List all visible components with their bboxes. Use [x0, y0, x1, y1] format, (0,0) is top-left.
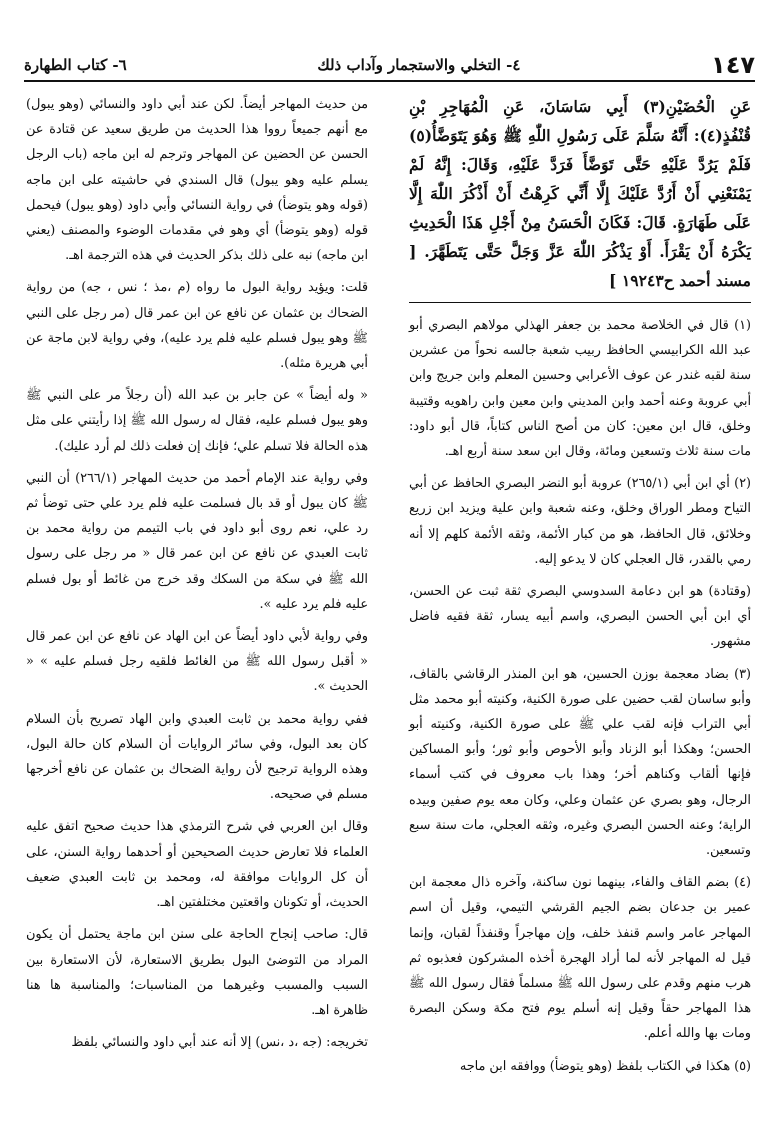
commentary-paragraph: وفي رواية لأبي داود أيضاً عن ابن الهاد عن نافع عن ابن عمر قال « أقبل رسول الله ﷺ من الغائط فلقيه رجل فسلم عليه » « الحديث ».: [26, 629, 368, 695]
left-column: [26, 92, 368, 1062]
commentary-paragraph: ففي رواية محمد بن ثابت العبدي وابن الهاد تصريح بأن السلام كان بعد البول، وفي سائر الروايات أن السلام كان حالة البول، وهذه الرواية ترجيح لأن رواية الضحاك بن عثمان عن نافع أخرجها مسلم في صحيحه.: [26, 711, 368, 803]
commentary-paragraph: قلت: ويؤيد رواية البول ما رواه (م ،مذ ؛ نس ، جه) من رواية الضحاك بن عثمان عن نافع عن ابن عمر قال (مر رجل على النبي ﷺ وهو يبول فسلم عليه فلم يرد عليه)، وفي رواية لابن ماجة عن أبي هريرة مثله).: [26, 280, 368, 372]
footnote: (٤) بضم القاف والفاء، بينهما نون ساكنة، وآخره ذال معجمة ابن عمير بن جدعان بضم الجيم القرشي التيمي، وقيل أن اسم المهاجر عامر واسم قنفذ خلف، وإن مهاجراً وقنفذاً لقبان، وإنما قيل له المهاجر لأنه لما أراد الهجرة أخذه المشركون فعذبوه ثم هرب منهم وقدم على رسول الله ﷺ مسلماً فقال رسول الله ﷺ هذا المهاجر حقاً وقيل إنه أسلم يوم فتح مكة وسكن البصرة ومات بها والله أعلم.: [409, 875, 751, 1042]
right-column: [409, 92, 751, 1086]
commentary-paragraph: قال: صاحب إنجاح الحاجة على سنن ابن ماجة يحتمل أن يكون المراد من التوضئ البول بطريق الاستعارة، لأن الاستعارة بين السبب والمسبب وغيرهما من المناسبات؛ والمناسبة ها هنا ظاهرة اهـ.: [26, 927, 368, 1018]
footnote: (وقتادة) هو ابن دعامة السدوسي البصري ثقة ثبت عن الحسن، أي ابن أبي الحسن البصري، واسم أبيه يسار، ثقة فقيه فاضل مشهور.: [409, 584, 751, 650]
commentary-paragraph: وفي رواية عند الإمام أحمد من حديث المهاجر (٢٦٦/١) أن النبي ﷺ كان يبول أو قد بال فسلمت عليه فلم يرد علي حتى توضأ ثم رد علي، نعم روى أبو داود في باب التيمم من رواية محمد بن ثابت العبدي عن نافع عن ابن عمر قال « مر رجل على رسول الله ﷺ في سكة من السكك وقد خرج من غائط أو بول فسلم عليه فلم يرد عليه ».: [26, 470, 368, 612]
commentary-paragraph: « وله أيضاً » عن جابر بن عبد الله (أن رجلاً مر على النبي ﷺ وهو يبول فسلم عليه، فقال له رسول الله ﷺ إذا رأيتني على مثل هذه الحالة فلا تسلم علي؛ فإنك إن فعلت ذلك لم أرد عليك).: [26, 388, 368, 454]
hadith-text: عَنِ الْحُضَيْنِ(٣) أَبِي سَاسَانَ، عَنِ الْمُهَاجِرِ بْنِ قُنْفُذٍ(٤): أَنَّهُ سَلَّمَ عَلَى رَسُولِ اللّٰهِ ﷺ وَهُوَ يَتَوَضَّأُ(٥) فَلَمْ يَرُدَّ عَلَيْهِ حَتَّى تَوَضَّأَ فَرَدَّ عَلَيْهِ، وَقَالَ: إِنَّهُ لَمْ يَمْنَعْنِي أَنْ أَرُدَّ عَلَيْكَ إِلَّا أَنِّي كَرِهْتُ أَنْ أَذْكُرَ اللّٰهَ إِلَّا عَلَى طَهَارَةٍ. قَالَ: فَكَانَ الْحَسَنُ مِنْ أَجْلِ هَذَا الْحَدِيثِ يَكْرَهُ أَنْ يَقْرَأَ. أَوْ يَذْكُرَ اللّٰهَ عَزَّ وَجَلَّ حَتَّى يَتَطَهَّرَ. [ مسند أحمد ح١٩٢٤٣ ]: [409, 97, 752, 290]
book-title: ٦- كتاب الطهارة: [24, 56, 127, 74]
commentary-paragraph: من حديث المهاجر أيضاً. لكن عند أبي داود والنسائي (وهو يبول) مع أنهم جميعاً رووا هذا الحديث من طريق سعيد عن قتادة عن الحسن عن الحضين عن المهاجر وترجم له ابن ماجه (باب الرجل يسلم عليه وهو يبول) قال السندي في حاشيته على ابن ماجه (قوله وهو يتوضأ) في رواية النسائي وأبي داود (وهو يبول) فيحمل قوله (وهو يتوضأ) أي وهو في مقدمات الوضوء والمصنف (يعني ابن ماجه) نبه على ذلك بذكر الحديث في هذه الترجمة اهـ.: [26, 97, 368, 264]
commentary-paragraph: وقال ابن العربي في شرح الترمذي هذا حديث صحيح اتفق عليه العلماء فلا تعارض حديث الصحيحين أو أحدهما رواية السنن، على أن كل الروايات موافقة له، ومحمد بن ثابت العبدي ضعيف الحديث، أو تكونان واقعتين مختلفتين اهـ.: [26, 819, 368, 911]
footnote-divider: [409, 302, 751, 303]
footnote: (٢) أي ابن أبي (٢٦٥/١) عروبة أبو النضر البصري الحافظ عن أبي التياح ومطر الوراق وخلق، وعنه شعبة وابن علية ويزيد ابن زريع وخلائق، قال الحافظ، هو من كبار الأئمة، وثقه الأئمة كلهم إلا أنه رمي بالقدر، قال العجلي كان لا يدعو إليه.: [409, 476, 751, 567]
footnote: (٥) هكذا في الكتاب بلفظ (وهو يتوضأ) ووافقه ابن ماجه: [459, 1058, 751, 1074]
page-header: [24, 52, 755, 78]
footnote: (٣) بضاد معجمة بوزن الحسين، هو ابن المنذر الرقاشي بالقاف، وأبو ساسان لقب حضين على صورة الكنية، وكنيته أبو محمد مثل أبي التراب فإنه لقب علي ﷺ على صورة الكنية، وكنيته أبو الحسن؛ وهكذا أبو الزناد وأبو الأحوص وأبو ثور؛ وأبو المساكين فإنها ألقاب وكناهم أخر؛ وهذا باب معروف في كتب أسماء الرجال، وهو بصري عن عثمان وعلي، وكان معه يوم صفين وبيده الراية؛ وعنه الحسن البصري وغيره، وثقه العجلي، مات سنة سبع وتسعين.: [409, 666, 751, 859]
header-rule: [24, 80, 755, 82]
commentary-paragraph: تخريجه: (جه ،د ،نس) إلا أنه عند أبي داود والنسائي بلفظ: [71, 1035, 368, 1051]
footnote: (١) قال في الخلاصة محمد بن جعفر الهذلي مولاهم البصري أبو عبد الله الكرابيسي الحافظ ربيب شعبة جالسه نحواً من عشرين سنة لقبه غندر عن عوف الأعرابي وحسين المعلم وابن جريج وابن أبي عروبة وعنه أحمد وابن المديني وابن معين وابن راهويه وقتيبة وخلق، قال ابن معين: كان من أصح الناس كتاباً، قال أبو داود: مات سنة ثلاث وتسعين ومائة، وقال ابن سعد سنة أربع اهـ.: [409, 318, 751, 460]
page-number: ١٤٧: [711, 51, 755, 79]
chapter-title: ٤- التخلي والاستجمار وآداب ذلك: [317, 56, 521, 74]
